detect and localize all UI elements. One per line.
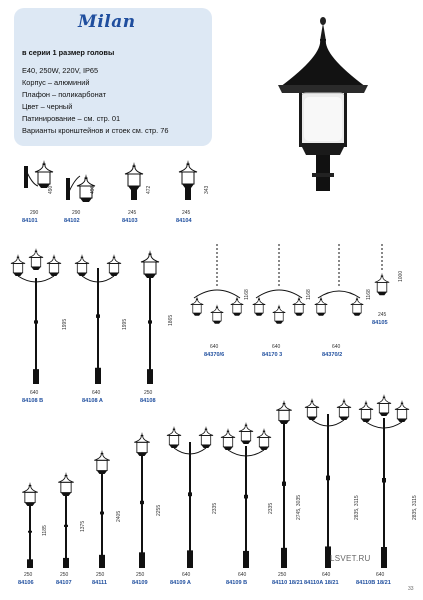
width-dimension: 245 [378, 312, 387, 318]
lamp-drawing [24, 160, 54, 204]
height-dimension: 1168 [306, 289, 312, 300]
lamp-drawing [122, 162, 146, 202]
model-code: 84109 A [170, 580, 191, 586]
width-dimension: 640 [238, 572, 247, 578]
lamp-drawing [132, 432, 152, 570]
spec-line: Плафон – поликарбонат [22, 90, 106, 99]
height-dimension: 1995 [122, 318, 128, 330]
height-dimension: 2745, 3035 [296, 494, 302, 520]
width-dimension: 250 [60, 572, 69, 578]
model-code: 84102 [64, 218, 80, 224]
height-dimension: 2335 [212, 502, 218, 514]
model-code: 84110 18/21 [272, 580, 303, 586]
height-dimension: 490 [48, 185, 54, 194]
lamp-drawing [8, 244, 64, 386]
model-code: 84108 A [82, 398, 103, 404]
width-dimension: 250 [278, 572, 287, 578]
lamp-drawing [138, 250, 162, 386]
width-dimension: 640 [272, 344, 281, 350]
watermark: LSVET.RU [330, 554, 371, 563]
width-dimension: 640 [322, 572, 331, 578]
width-dimension: 250 [144, 390, 153, 396]
width-dimension: 250 [136, 572, 145, 578]
model-code: 84103 [122, 218, 138, 224]
width-dimension: 640 [332, 344, 341, 350]
width-dimension: 290 [72, 210, 81, 216]
height-dimension: 2405 [116, 510, 122, 522]
lamp-drawing [312, 244, 366, 340]
height-dimension: 1375 [80, 520, 86, 532]
hero-lamp-photo [260, 15, 390, 200]
lamp-drawing [176, 160, 200, 202]
model-code: 84101 [22, 218, 38, 224]
height-dimension: 1168 [244, 289, 250, 300]
width-dimension: 640 [210, 344, 219, 350]
height-dimension: 2835, 3115 [354, 495, 360, 520]
model-code: 84109 [132, 580, 148, 586]
height-dimension: 472 [146, 185, 152, 194]
model-code: 84111 [92, 580, 107, 586]
lamp-drawing [220, 420, 272, 570]
lamp-drawing [302, 392, 354, 570]
model-code: 84108 B [22, 398, 44, 404]
lamp-drawing [274, 400, 294, 570]
spec-line: E40, 250W, 220V, IP65 [22, 66, 99, 75]
spec-line: Корпус – алюминий [22, 78, 90, 87]
model-code: 84110B 18/21 [356, 580, 391, 586]
lamp-drawing [66, 160, 96, 204]
height-dimension: 2255 [156, 504, 162, 516]
height-dimension: 2835, 3115 [412, 495, 418, 520]
height-dimension: 2335 [268, 502, 274, 514]
lamp-drawing [70, 244, 126, 386]
width-dimension: 290 [30, 210, 39, 216]
height-dimension: 1168 [366, 289, 372, 300]
lamp-drawing [358, 392, 410, 570]
lamp-drawing [92, 450, 112, 570]
model-code: 84107 [56, 580, 72, 586]
spec-line: Патинирование – см. стр. 01 [22, 114, 121, 123]
height-dimension: 1185 [42, 525, 48, 536]
model-code: 84109 B [226, 580, 248, 586]
series-title: Milan [78, 12, 136, 32]
lamp-drawing [56, 472, 76, 570]
model-code: 84108 [140, 398, 156, 404]
model-code: 84370/6 [204, 352, 225, 358]
model-code: 84370/2 [322, 352, 343, 358]
height-dimension: 1995 [62, 318, 68, 330]
spec-line: Варианты кронштейнов и стоек см. стр. 76 [22, 126, 169, 135]
series-subtitle: в серии 1 размер головы [22, 48, 115, 57]
lamp-drawing [20, 482, 40, 570]
width-dimension: 640 [182, 572, 191, 578]
height-dimension: 343 [204, 185, 210, 194]
page-number: 33 [408, 586, 414, 592]
width-dimension: 245 [128, 210, 137, 216]
width-dimension: 640 [376, 572, 385, 578]
lamp-drawing [164, 420, 216, 570]
width-dimension: 640 [30, 390, 39, 396]
height-dimension: 490 [90, 185, 96, 194]
lamp-drawing [372, 244, 392, 310]
model-code: 84104 [176, 218, 192, 224]
model-code: 84105 [372, 320, 388, 326]
height-dimension: 1000 [398, 270, 404, 282]
model-code: 84106 [18, 580, 34, 586]
spec-line: Цвет – черный [22, 102, 73, 111]
width-dimension: 250 [96, 572, 105, 578]
width-dimension: 245 [182, 210, 191, 216]
lamp-drawing [190, 244, 244, 340]
model-code: 84170 3 [262, 352, 283, 358]
height-dimension: 1865 [168, 314, 174, 326]
model-code: 84110A 18/21 [304, 580, 339, 586]
width-dimension: 250 [24, 572, 33, 578]
width-dimension: 640 [92, 390, 101, 396]
lamp-drawing [252, 244, 306, 340]
